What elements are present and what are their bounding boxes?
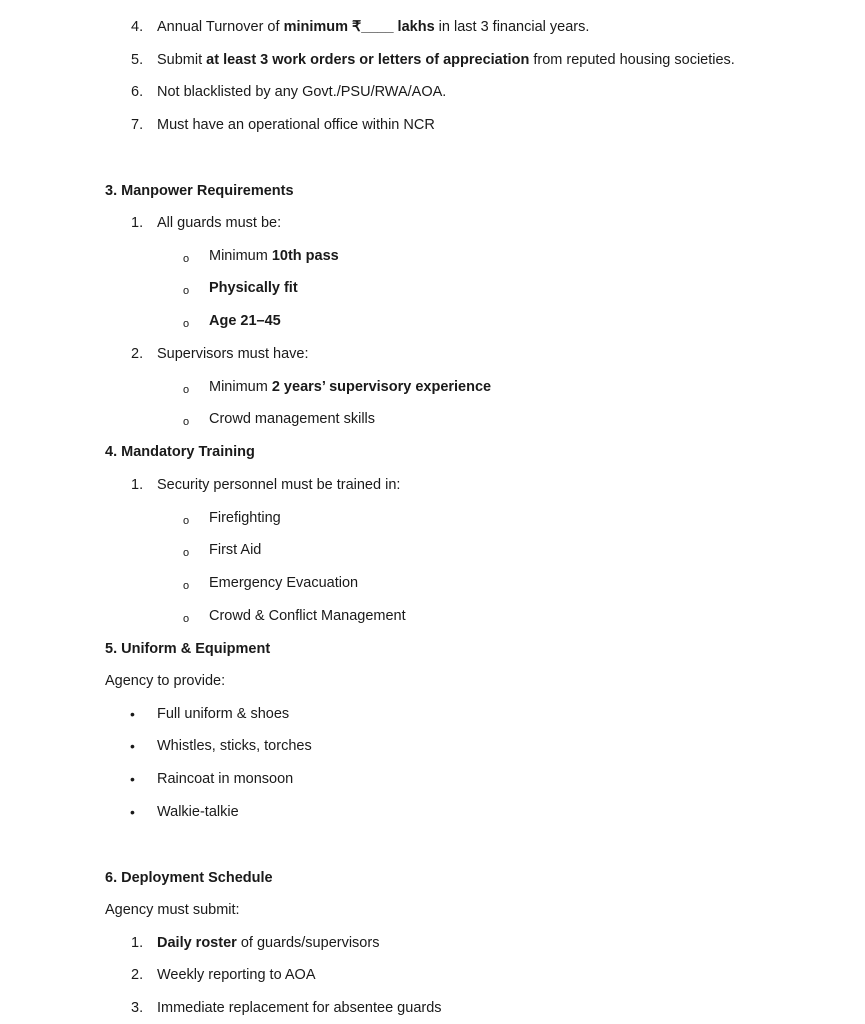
list-item-text: Raincoat in monsoon (157, 771, 294, 787)
list-item-text: Not blacklisted by any Govt./PSU/RWA/AOA. (157, 84, 447, 100)
list-item-text (157, 933, 379, 953)
list-number: 1. (131, 477, 144, 493)
text-bold: at least 3 work orders or letters of appreciation (206, 52, 530, 68)
text-bold: Daily roster (157, 935, 237, 951)
list-item-text: Firefighting (209, 510, 281, 526)
text-bold: 10th pass (271, 248, 339, 264)
list-item-text: Full uniform & shoes (157, 706, 290, 722)
deployment-intro: Agency must submit: (105, 902, 240, 918)
section-heading-uniform: 5. Uniform & Equipment (105, 641, 271, 657)
bullet-icon: • (130, 706, 135, 722)
list-item-text: Crowd management skills (209, 411, 376, 427)
list-number: 1. (131, 935, 144, 951)
list-number: 1. (131, 215, 144, 231)
list-item-text (209, 246, 339, 266)
list-item-text (209, 311, 281, 331)
section-heading-deployment: 6. Deployment Schedule (105, 870, 273, 886)
section-heading-manpower: 3. Manpower Requirements (105, 183, 294, 199)
list-item-text (209, 377, 491, 397)
hollow-bullet-icon: o (183, 253, 190, 265)
section-heading-training: 4. Mandatory Training (105, 444, 255, 460)
bullet-icon: • (130, 771, 135, 787)
list-item-text: Supervisors must have: (157, 346, 309, 362)
bullet-icon: • (130, 804, 135, 820)
list-item-text: Must have an operational office within NCR (157, 117, 435, 133)
list-number: 5. (131, 52, 144, 68)
text-bold: Physically fit (209, 280, 298, 296)
text-normal: Minimum (209, 379, 272, 395)
list-item-text (157, 17, 589, 37)
text-normal: in last 3 financial years. (434, 19, 590, 35)
list-number: 2. (131, 967, 144, 983)
hollow-bullet-icon: o (183, 547, 190, 559)
hollow-bullet-icon: o (183, 384, 190, 396)
list-number: 4. (131, 19, 144, 35)
list-item-text: Immediate replacement for absentee guards (157, 1000, 442, 1016)
list-number: 3. (131, 1000, 144, 1016)
hollow-bullet-icon: o (183, 416, 190, 428)
hollow-bullet-icon: o (183, 613, 190, 625)
text-normal: of guards/supervisors (236, 935, 380, 951)
hollow-bullet-icon: o (183, 515, 190, 527)
text-normal: Submit (157, 52, 207, 68)
hollow-bullet-icon: o (183, 285, 190, 297)
list-item-text: Emergency Evacuation (209, 575, 359, 591)
uniform-intro: Agency to provide: (105, 673, 226, 689)
list-item-text (209, 278, 298, 298)
list-item-text: Weekly reporting to AOA (157, 967, 316, 983)
list-item-text: Security personnel must be trained in: (157, 477, 401, 493)
list-item-text: Walkie-talkie (157, 804, 239, 820)
text-normal: Annual Turnover of (157, 19, 284, 35)
list-item-text: First Aid (209, 542, 262, 558)
text-normal: from reputed housing societies. (529, 52, 735, 68)
text-bold: minimum ₹____ lakhs (283, 19, 435, 35)
bullet-icon: • (130, 738, 135, 754)
list-item-text: Whistles, sticks, torches (157, 738, 312, 754)
list-number: 6. (131, 84, 144, 100)
list-number: 7. (131, 117, 144, 133)
list-item-text (157, 50, 735, 70)
text-bold: 2 years’ supervisory experience (271, 379, 492, 395)
list-item-text: All guards must be: (157, 215, 282, 231)
hollow-bullet-icon: o (183, 318, 190, 330)
text-normal: Minimum (209, 248, 272, 264)
hollow-bullet-icon: o (183, 580, 190, 592)
list-number: 2. (131, 346, 144, 362)
text-bold: Age 21–45 (209, 313, 281, 329)
list-item-text: Crowd & Conflict Management (209, 608, 406, 624)
